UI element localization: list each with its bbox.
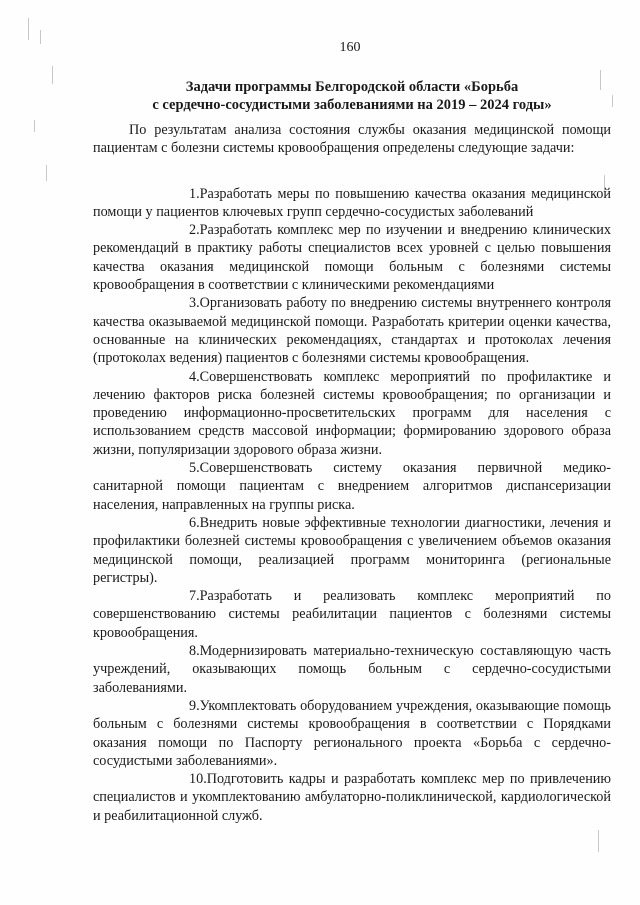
task-item-7 — [93, 587, 611, 642]
task-number: 2. — [189, 222, 200, 239]
task-item-6 — [93, 514, 611, 587]
task-number: 3. — [189, 295, 200, 312]
page-title — [92, 78, 612, 114]
task-number: 4. — [189, 368, 200, 385]
task-number: 5. — [189, 460, 200, 477]
scan-artifact — [612, 95, 613, 107]
task-text: Укомплектовать оборудованием учреждения, оказывающие помощь больным с болезнями системы кровообращения в соответствии с Порядками оказания помощи по Паспорту регионального проекта «Борьба с сердечно-сосудистыми заболеваниями». — [93, 697, 611, 769]
task-item-10 — [93, 770, 611, 825]
task-text: Разработать и реализовать комплекс мероприятий по совершенствованию системы реабилитации пациентов с болезнями системы кровообращения. — [93, 588, 611, 641]
scan-artifact — [28, 18, 29, 40]
task-item-5 — [93, 459, 611, 514]
task-number: 8. — [189, 643, 200, 660]
task-number: 7. — [189, 588, 200, 605]
task-text: Организовать работу по внедрению системы внутреннего контроля качества оказываемой медицинской помощи. Разработать критерии оценки качества, основанные на клинических рекомендациях, стандартах и протоколах лечения (протоколах ведения) пациентов с болезнями системы кровообращения. — [93, 295, 611, 367]
intro-paragraph: По результатам анализа состояния службы оказания медицинской помощи пациентам с болезни системы кровообращения определены следующие задачи: — [93, 122, 611, 157]
title-line-2: с сердечно-сосудистыми заболеваниями на 2019 – 2024 годы» — [152, 97, 552, 113]
task-item-4 — [93, 368, 611, 459]
task-text: Подготовить кадры и разработать комплекс мер по привлечению специалистов и укомплектованию амбулаторно-поликлинической, кардиологической и реабилитационной служб. — [93, 771, 611, 824]
task-item-1 — [93, 185, 611, 222]
task-number: 1. — [189, 185, 200, 202]
task-item-2 — [93, 221, 611, 294]
scan-artifact — [52, 66, 53, 84]
scan-artifact — [34, 120, 35, 132]
task-text: Внедрить новые эффективные технологии диагностики, лечения и профилактики болезней системы кровообращения с увеличением объемов оказания медицинской помощи, реализацией программ мониторинга (региональные регистры). — [93, 514, 611, 586]
task-text: Модернизировать материально-техническую составляющую часть учреждений, оказывающих помощь больным с сердечно-сосудистыми заболеваниями. — [93, 643, 611, 696]
task-text: Разработать меры по повышению качества оказания медицинской помощи у пациентов ключевых групп сердечно-сосудистых заболеваний — [93, 185, 611, 220]
task-number: 10. — [189, 771, 207, 788]
document-body — [93, 121, 611, 825]
scan-artifact — [598, 830, 599, 852]
title-line-1: Задачи программы Белгородской области «Борьба — [185, 79, 519, 95]
task-item-8 — [93, 642, 611, 697]
task-number: 6. — [189, 514, 200, 531]
page-number: 160 — [339, 40, 361, 55]
task-number: 9. — [189, 697, 200, 714]
task-item-9 — [93, 697, 611, 770]
task-text: Разработать комплекс мер по изучении и внедрению клинических рекомендаций в практику работы специалистов всех уровней с целью повышения качества оказания медицинской помощи больным с болезнями системы кровообращения в соответствии с клиническими рекомендациями — [93, 222, 611, 294]
task-text: Совершенствовать систему оказания первичной медико-санитарной помощи пациентам с внедрением алгоритмов диспансеризации населения, направленных на группы риска. — [93, 460, 611, 513]
task-item-3 — [93, 294, 611, 367]
scan-artifact — [46, 165, 47, 181]
task-text: Совершенствовать комплекс мероприятий по профилактике и лечению факторов риска болезней системы кровообращения; по организации и проведению информационно-просветительских программ для населения с использованием средств массовой информации; формированию здорового образа жизни, популяризации здорового образа жизни. — [93, 368, 611, 458]
